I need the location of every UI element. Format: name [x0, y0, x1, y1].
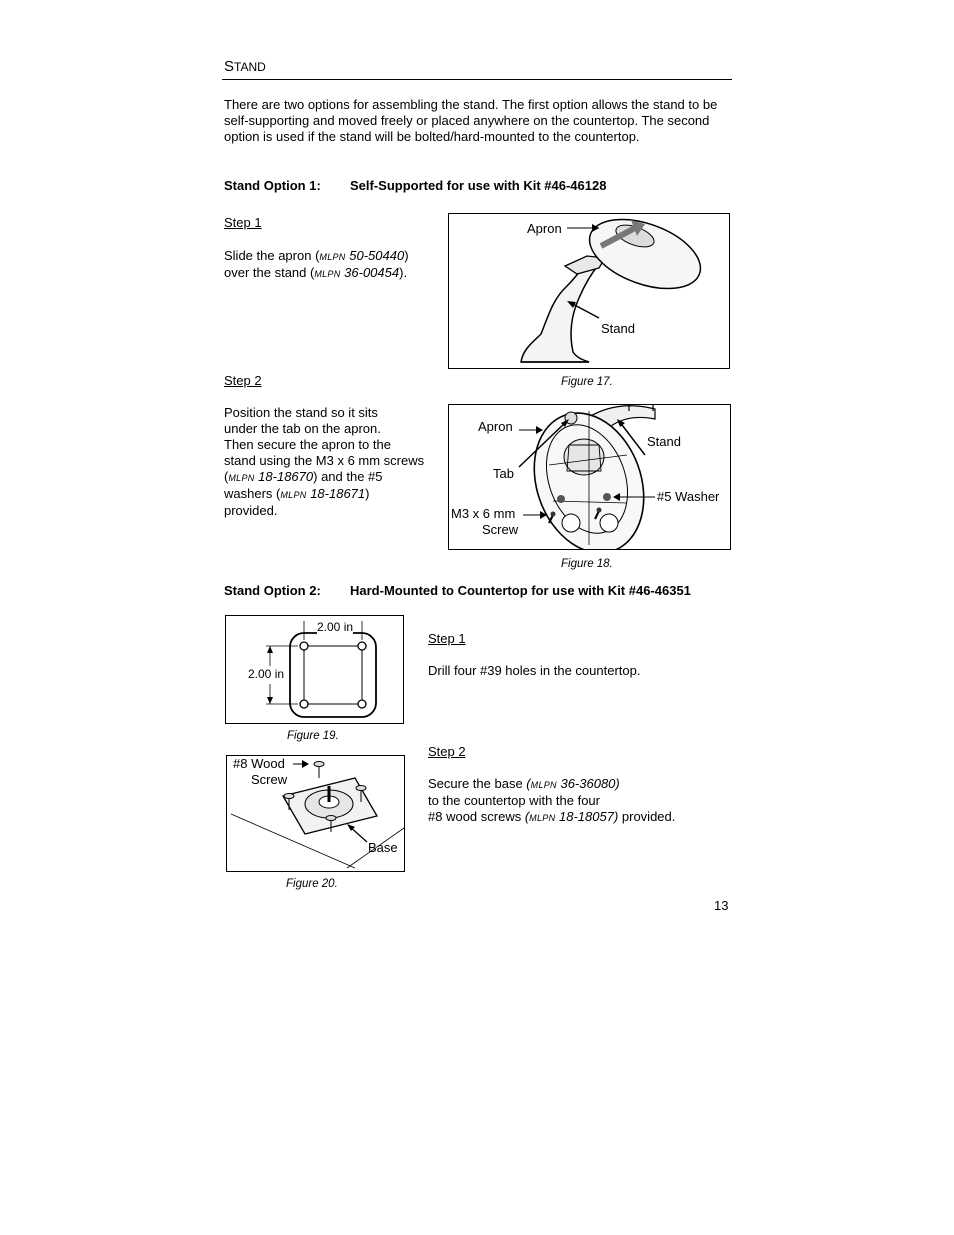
text-part: (: [224, 469, 229, 484]
mlpn-label: MLPN: [319, 252, 346, 262]
mlpn-label: MLPN: [228, 473, 255, 483]
section-title-initial: S: [224, 58, 235, 75]
mlpn-label: MLPN: [314, 269, 341, 279]
option1-step1-title: Step 1: [224, 215, 262, 230]
figure-18-caption: Figure 18.: [561, 558, 613, 570]
option2-heading-text: Hard-Mounted to Countertop for use with Kit #46-46351: [350, 583, 691, 598]
option1-heading: [224, 178, 744, 194]
fig18-label-washer: #5 Washer: [657, 489, 720, 504]
part-number: 50-50440: [345, 248, 405, 263]
figure-18: [448, 404, 731, 550]
text-line: Then secure the apron to the: [224, 437, 391, 452]
option1-step2-title: Step 2: [224, 373, 262, 388]
text-line: under the tab on the apron.: [224, 421, 381, 436]
fig20-label-screw-line1: #8 Wood: [233, 756, 285, 771]
text-part: ): [365, 486, 370, 501]
figure-17-caption: Figure 17.: [561, 376, 613, 388]
fig19-dim-vertical: 2.00 in: [248, 667, 285, 681]
text-line: provided.: [224, 503, 278, 518]
figure-20: [226, 755, 405, 872]
fig20-label-base: Base: [368, 840, 398, 855]
stand-apron-illustration: [449, 214, 729, 368]
text-part: Secure the base: [428, 776, 527, 791]
fig18-label-stand: Stand: [647, 434, 681, 449]
part-number: 36-36080): [556, 776, 620, 791]
mlpn-label: MLPN: [529, 813, 556, 823]
text-part: (: [526, 776, 531, 791]
option1-step1-text: [224, 248, 444, 282]
option2-step2-title: Step 2: [428, 744, 466, 759]
fig17-label-apron: Apron: [527, 221, 562, 236]
figure-19: [225, 615, 404, 724]
fig18-label-screw-line2: Screw: [482, 522, 519, 537]
text-part: (: [524, 809, 530, 824]
text-line: stand using the M3 x 6 mm screws: [224, 453, 425, 468]
text-line: Position the stand so it sits: [224, 405, 378, 420]
fig20-label-screw-line2: Screw: [251, 772, 288, 787]
page-number: 13: [714, 898, 729, 913]
text-part: ): [404, 248, 409, 263]
fig17-label-stand: Stand: [601, 321, 635, 336]
text-part: #8 wood screws: [428, 809, 525, 824]
figure-20-caption: Figure 20.: [286, 878, 338, 890]
option2-step1-title: Step 1: [428, 631, 466, 646]
option2-step1-text: Drill four #39 holes in the countertop.: [428, 663, 641, 678]
fig18-label-tab: Tab: [493, 466, 514, 481]
section-title: [224, 58, 266, 76]
text-part: over the stand (: [224, 265, 315, 280]
part-number: 18-18670: [254, 469, 314, 484]
option2-heading-label: Stand Option 2:: [224, 583, 321, 598]
text-line: to the countertop with the four: [428, 793, 600, 808]
mlpn-label: MLPN: [530, 780, 557, 790]
text-part: provided.: [618, 809, 676, 824]
part-number: 36-00454: [340, 265, 400, 280]
text-part: Slide the apron (: [224, 248, 320, 263]
figure-19-caption: Figure 19.: [287, 730, 339, 742]
option1-heading-text: Self-Supported for use with Kit #46-46128: [350, 178, 607, 193]
mlpn-label: MLPN: [280, 490, 307, 500]
text-part: washers (: [224, 486, 281, 501]
figure-17: [448, 213, 730, 369]
fig19-dim-horizontal: 2.00 in: [317, 620, 354, 634]
option2-heading: [224, 583, 744, 599]
text-part: ) and the #5: [313, 469, 383, 484]
part-number: 18-18057): [555, 809, 619, 824]
fig18-label-screw-line1: M3 x 6 mm: [451, 506, 516, 521]
option2-step2-text: [428, 776, 728, 826]
text-part: ).: [399, 265, 408, 280]
part-number: 18-18671: [306, 486, 366, 501]
intro-paragraph: There are two options for assembling the stand. The first option allows the stand to be self-supporting and moved freely or placed anywhere on the countertop. The second option is used if the stand will be bolted/hard-mounted to the countertop.: [224, 97, 718, 144]
fig18-label-apron: Apron: [478, 419, 513, 434]
option1-step2-text: [224, 405, 446, 519]
option1-heading-label: Stand Option 1:: [224, 178, 321, 193]
section-title-rest: TAND: [234, 60, 266, 74]
section-rule: [222, 79, 732, 80]
